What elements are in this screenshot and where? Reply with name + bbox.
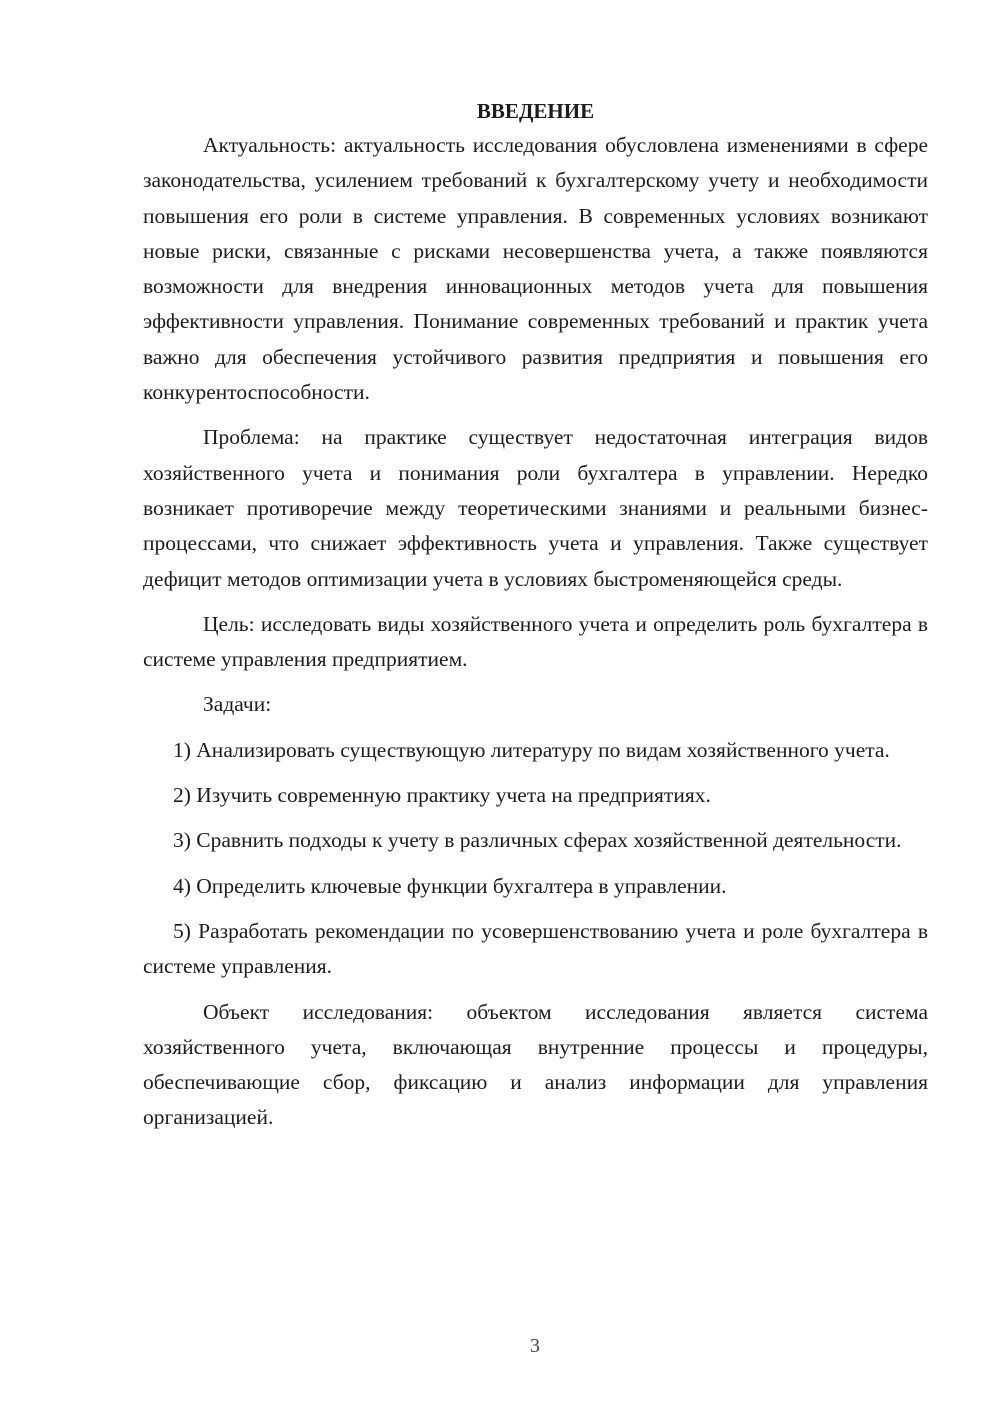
tasks-heading: Задачи: [203,692,272,717]
task-item-1: 1) Анализировать существующую литературу по видам хозяйственного учета. [173,737,890,762]
task-item-4: 4) Определить ключевые функции бухгалтера в управлении. [173,873,727,898]
section-title: ВВЕДЕНИЕ [476,99,595,123]
page-content [143,96,928,1136]
task-item-5: 5) Разработать рекомендации по усовершенствованию учета и роле бухгалтера в системе управления. [143,918,928,979]
relevance-paragraph: Актуальность: актуальность исследования обусловлена изменениями в сфере законодательства, усилением требований к бухгалтерскому учету и необходимости повышения его роли в системе управления. В современных условиях возникают новые риски, связанные с рисками несовершенства учета, а также появляются возможности для внедрения инновационных методов учета для повышения эффективности управления. Понимание современных требований и практик учета важно для обеспечения устойчивого развития предприятия и повышения его конкурентоспособности. [143,133,928,405]
page-number: 3 [530,1335,540,1357]
object-paragraph: Объект исследования: объектом исследования является система хозяйственного учета, включающая внутренние процессы и процедуры, обеспечивающие сбор, фиксацию и анализ информации для управления организацией. [143,999,928,1130]
task-item-3: 3) Сравнить подходы к учету в различных сферах хозяйственной деятельности. [173,828,902,853]
problem-paragraph: Проблема: на практике существует недостаточная интеграция видов хозяйственного учета и понимания роли бухгалтера в управлении. Нередко возникает противоречие между теоретическими знаниями и реальными бизнес-процессами, что снижает эффективность учета и управления. Также существует дефицит методов оптимизации учета в условиях быстроменяющейся среды. [143,425,928,591]
task-item-2: 2) Изучить современную практику учета на предприятиях. [173,783,711,808]
goal-paragraph: Цель: исследовать виды хозяйственного учета и определить роль бухгалтера в системе управления предприятием. [143,611,928,672]
